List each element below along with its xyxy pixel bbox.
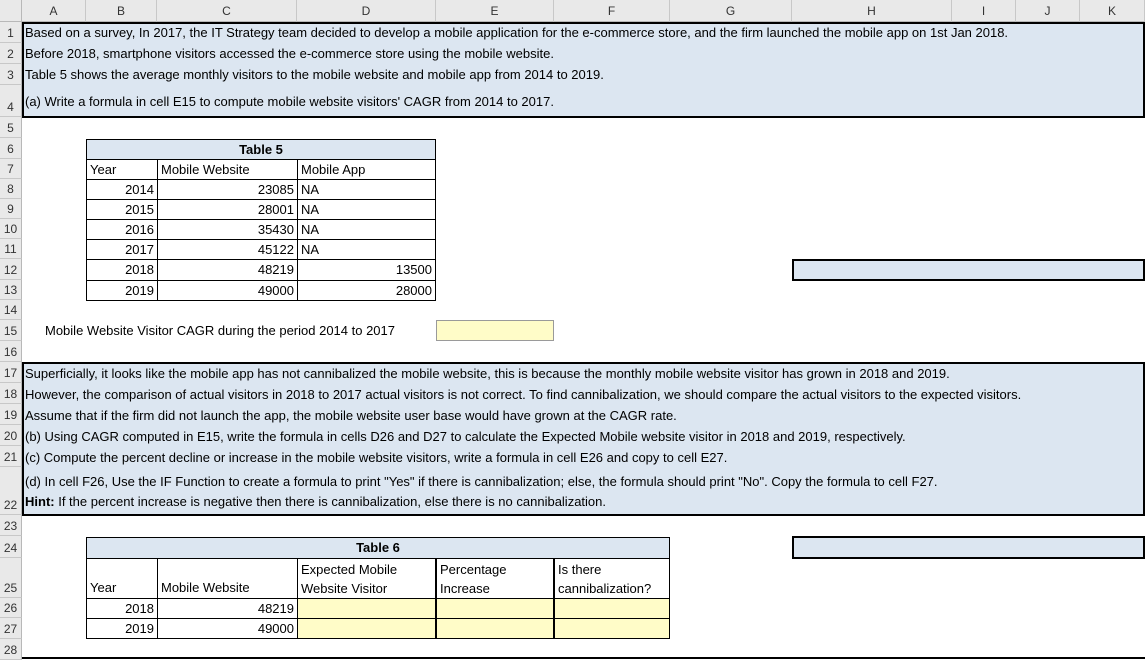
table5-website-cell[interactable]: 28001 — [157, 199, 298, 220]
table5-header-app[interactable]: Mobile App — [297, 159, 436, 180]
column-header-b[interactable]: B — [86, 0, 157, 22]
hint-line[interactable] — [25, 494, 606, 509]
select-all-corner[interactable] — [0, 0, 22, 22]
table5-website-cell[interactable]: 35430 — [157, 219, 298, 240]
instruction-line-20[interactable]: (b) Using CAGR computed in E15, write the formula in cells D26 and D27 to calculate the Expected Mobile website visitor in 2018 and 2019, respectively. — [25, 429, 906, 444]
table5-app-cell[interactable]: NA — [297, 199, 436, 220]
row-header-28[interactable]: 28 — [0, 639, 22, 660]
table5-app-cell[interactable]: NA — [297, 179, 436, 200]
table6-header-cannibalization-line2: cannibalization? — [558, 581, 652, 596]
table5-website-cell[interactable]: 45122 — [157, 239, 298, 260]
cannibalization-input-f26[interactable] — [554, 598, 670, 619]
row-header-3[interactable]: 3 — [0, 64, 22, 85]
table6-header-cannibalization-line1: Is there — [558, 562, 602, 577]
table6-header-percentage-line1: Percentage — [440, 562, 507, 577]
row-header-25[interactable]: 25 — [0, 558, 22, 598]
instruction-line-22a[interactable]: (d) In cell F26, Use the IF Function to create a formula to print "Yes" if there is cannibalization; else, the formula should print "No". Copy the formula to cell F27. — [25, 474, 938, 489]
table6-website-cell[interactable]: 49000 — [157, 618, 298, 639]
table5-website-cell[interactable]: 49000 — [157, 280, 298, 301]
row-header-7[interactable]: 7 — [0, 159, 22, 179]
column-header-d[interactable]: D — [297, 0, 436, 22]
row-header-6[interactable]: 6 — [0, 138, 22, 159]
table5-year-cell[interactable]: 2014 — [86, 179, 158, 200]
column-header-h[interactable]: H — [792, 0, 952, 22]
row-header-12[interactable]: 12 — [0, 259, 22, 280]
table6-year-cell[interactable]: 2018 — [86, 598, 158, 619]
table5-app-cell[interactable]: 13500 — [297, 259, 436, 281]
table6-header-expected[interactable] — [297, 558, 436, 599]
row-header-4[interactable]: 4 — [0, 85, 22, 117]
row-header-19[interactable]: 19 — [0, 404, 22, 425]
table6-header-website[interactable]: Mobile Website — [157, 558, 298, 599]
bottom-border-line — [22, 657, 1145, 659]
column-header-a[interactable]: A — [22, 0, 86, 22]
table6-header-expected-line2: Website Visitor — [301, 581, 388, 596]
table5-app-cell[interactable]: NA — [297, 219, 436, 240]
table6-header-cannibalization[interactable] — [554, 558, 670, 599]
intro-line-1[interactable]: Based on a survey, In 2017, the IT Strategy team decided to develop a mobile application for the e-commerce store, and the firm launched the mobile app on 1st Jan 2018. — [25, 25, 1009, 40]
column-header-g[interactable]: G — [670, 0, 792, 22]
column-header-f[interactable]: F — [554, 0, 670, 22]
instruction-line-18[interactable]: However, the comparison of actual visitors in 2018 to 2017 actual visitors is not correct. To find cannibalization, we should compare the actual visitors to the expected visitors. — [25, 387, 1022, 402]
row-header-18[interactable]: 18 — [0, 383, 22, 404]
table6-header-expected-line1: Expected Mobile — [301, 562, 398, 577]
table6-title[interactable]: Table 6 — [86, 537, 670, 559]
row-header-16[interactable]: 16 — [0, 341, 22, 362]
row-header-26[interactable]: 26 — [0, 598, 22, 618]
column-header-i[interactable]: I — [952, 0, 1016, 22]
row-header-11[interactable]: 11 — [0, 239, 22, 259]
cagr-input-cell-e15[interactable] — [436, 320, 554, 341]
instruction-line-17[interactable]: Superficially, it looks like the mobile app has not cannibalized the mobile website, this is because the monthly mobile website visitor has grown in 2018 and 2019. — [25, 366, 950, 381]
table5-website-cell[interactable]: 48219 — [157, 259, 298, 281]
row-header-5[interactable]: 5 — [0, 117, 22, 138]
percentage-increase-input-e26[interactable] — [436, 598, 554, 619]
row-header-27[interactable]: 27 — [0, 618, 22, 639]
table6-header-percentage-line2: Increase — [440, 581, 490, 596]
row-header-10[interactable]: 10 — [0, 219, 22, 239]
intro-line-4[interactable]: (a) Write a formula in cell E15 to compute mobile website visitors' CAGR from 2014 to 2017. — [25, 94, 554, 109]
row-header-13[interactable]: 13 — [0, 280, 22, 300]
blue-highlight-bar-row12 — [792, 259, 1145, 281]
cagr-label[interactable]: Mobile Website Visitor CAGR during the period 2014 to 2017 — [45, 323, 395, 338]
table6-year-cell[interactable]: 2019 — [86, 618, 158, 639]
expected-visitor-input-d26[interactable] — [297, 598, 436, 619]
table6-website-cell[interactable]: 48219 — [157, 598, 298, 619]
row-header-14[interactable]: 14 — [0, 300, 22, 320]
row-header-21[interactable]: 21 — [0, 446, 22, 467]
intro-line-3[interactable]: Table 5 shows the average monthly visitors to the mobile website and mobile app from 2014 to 2019. — [25, 67, 604, 82]
table5-website-cell[interactable]: 23085 — [157, 179, 298, 200]
row-header-23[interactable]: 23 — [0, 515, 22, 536]
table5-year-cell[interactable]: 2016 — [86, 219, 158, 240]
table5-year-cell[interactable]: 2019 — [86, 280, 158, 301]
table5-header-year[interactable]: Year — [86, 159, 158, 180]
table6-header-year[interactable]: Year — [86, 558, 158, 599]
instruction-line-21[interactable]: (c) Compute the percent decline or increase in the mobile website visitors, write a formula in cell E26 and copy to cell E27. — [25, 450, 728, 465]
table6-header-percentage[interactable] — [436, 558, 554, 599]
row-header-8[interactable]: 8 — [0, 179, 22, 199]
column-header-k[interactable]: K — [1080, 0, 1145, 22]
row-header-2[interactable]: 2 — [0, 43, 22, 64]
row-header-9[interactable]: 9 — [0, 199, 22, 219]
column-header-c[interactable]: C — [157, 0, 297, 22]
row-header-22[interactable]: 22 — [0, 467, 22, 515]
table5-title[interactable]: Table 5 — [86, 139, 436, 160]
row-header-24[interactable]: 24 — [0, 536, 22, 558]
table5-header-website[interactable]: Mobile Website — [157, 159, 298, 180]
table5-app-cell[interactable]: 28000 — [297, 280, 436, 301]
expected-visitor-input-d27[interactable] — [297, 618, 436, 639]
row-header-17[interactable]: 17 — [0, 362, 22, 383]
column-header-e[interactable]: E — [436, 0, 554, 22]
table5-year-cell[interactable]: 2017 — [86, 239, 158, 260]
hint-text: If the percent increase is negative then there is cannibalization, else there is no cannibalization. — [54, 494, 606, 509]
row-header-15[interactable]: 15 — [0, 320, 22, 341]
table5-year-cell[interactable]: 2015 — [86, 199, 158, 220]
cannibalization-input-f27[interactable] — [554, 618, 670, 639]
percentage-increase-input-e27[interactable] — [436, 618, 554, 639]
row-header-20[interactable]: 20 — [0, 425, 22, 446]
blue-highlight-bar-row24 — [792, 536, 1145, 559]
column-header-j[interactable]: J — [1016, 0, 1080, 22]
instruction-line-19[interactable]: Assume that if the firm did not launch the app, the mobile website user base would have grown at the CAGR rate. — [25, 408, 677, 423]
hint-label: Hint: — [25, 494, 55, 509]
table5-app-cell[interactable]: NA — [297, 239, 436, 260]
table5-year-cell[interactable]: 2018 — [86, 259, 158, 281]
row-header-1[interactable]: 1 — [0, 22, 22, 43]
intro-line-2[interactable]: Before 2018, smartphone visitors accessed the e-commerce store using the mobile website. — [25, 46, 554, 61]
